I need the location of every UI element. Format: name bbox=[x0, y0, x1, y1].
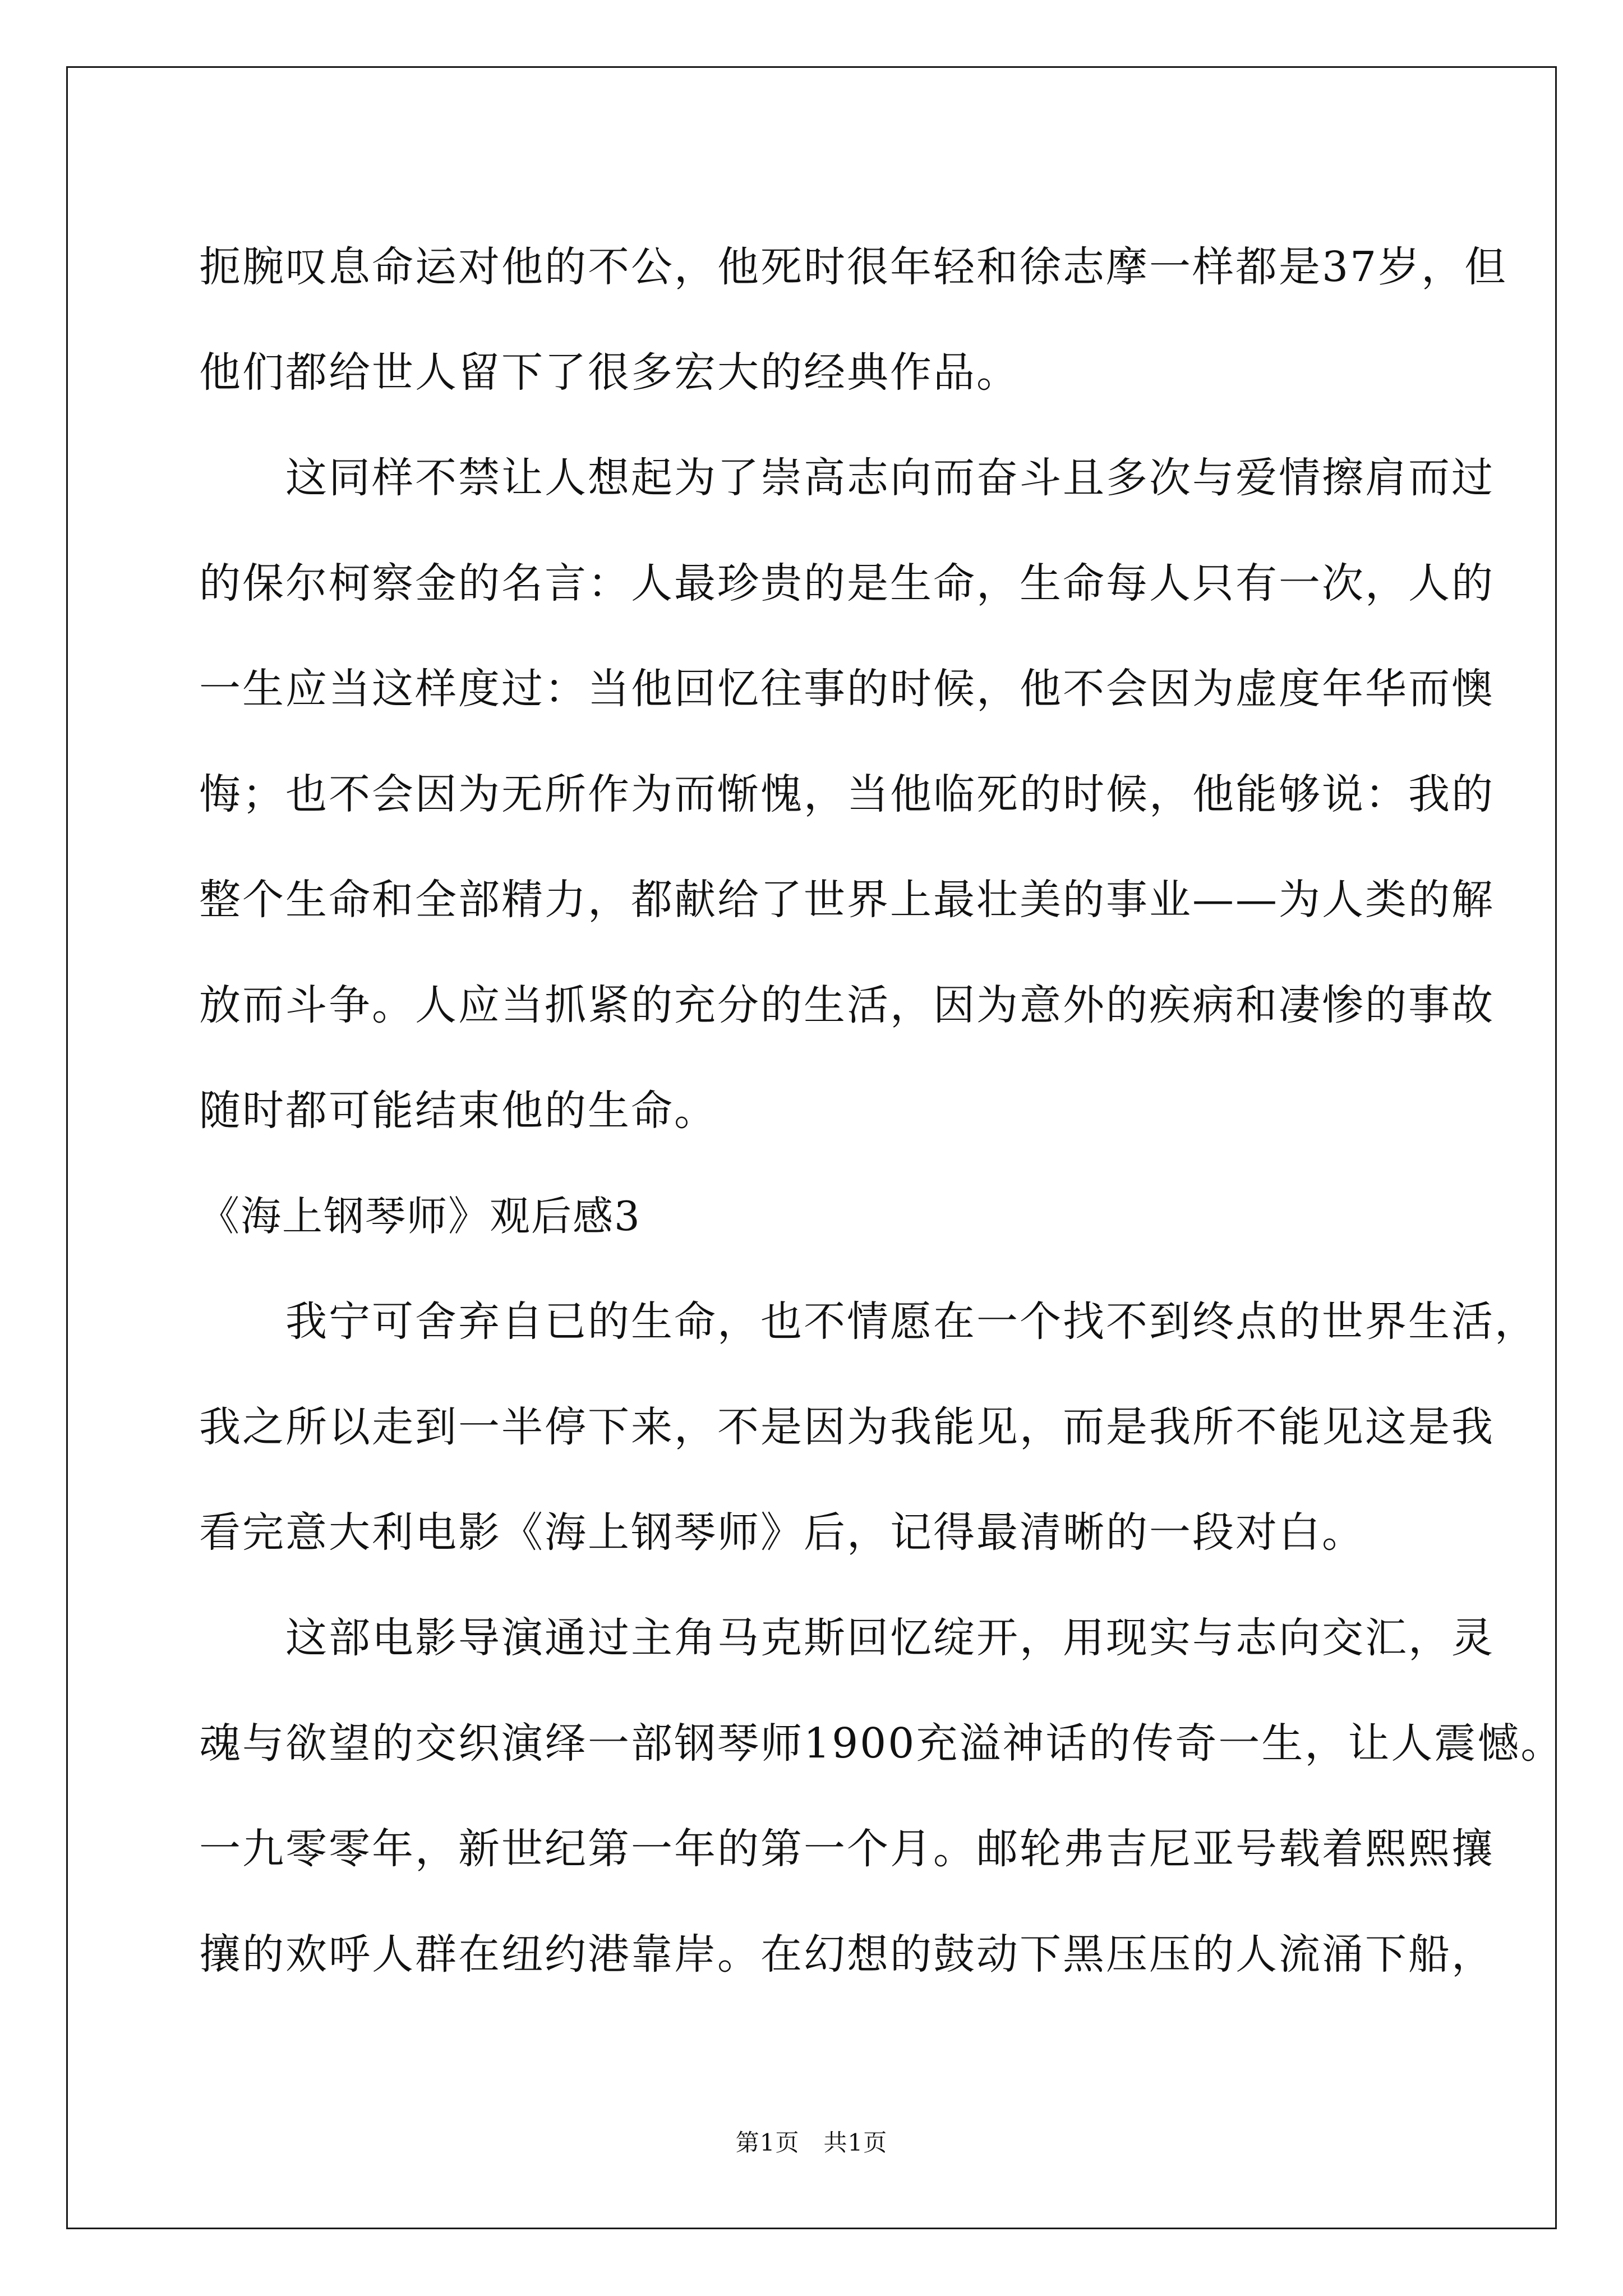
text-line: 的保尔柯察金的名言：人最珍贵的是生命，生命每人只有一次，人的 bbox=[199, 559, 1495, 608]
section-heading: 《海上钢琴师》观后感3 bbox=[199, 1193, 641, 1240]
paragraph-4 bbox=[199, 1585, 1564, 2007]
paragraph-3 bbox=[199, 1269, 1538, 1585]
text-line: 放而斗争。人应当抓紧的充分的生活，因为意外的疾病和凄惨的事故 bbox=[199, 981, 1495, 1029]
text-line: 我之所以走到一半停下来，不是因为我能见，而是我所不能见这是我 bbox=[199, 1403, 1495, 1451]
text-line: 整个生命和全部精力，都献给了世界上最壮美的事业——为人类的解 bbox=[199, 876, 1495, 924]
text-line: 攘的欢呼人群在纽约港靠岸。在幻想的鼓动下黑压压的人流涌下船， bbox=[199, 1930, 1495, 1978]
document-body bbox=[199, 214, 1564, 2007]
text-line: 随时都可能结束他的生命。 bbox=[199, 1087, 717, 1135]
paragraph-1 bbox=[199, 214, 1508, 425]
text-line: 他们都给世人留下了很多宏大的经典作品。 bbox=[199, 348, 1020, 397]
text-line: 悔；也不会因为无所作为而惭愧，当他临死的时候，他能够说：我的 bbox=[199, 770, 1495, 818]
paragraph-2 bbox=[199, 425, 1495, 1163]
text-line: 看完意大利电影《海上钢琴师》后，记得最清晰的一段对白。 bbox=[199, 1508, 1365, 1557]
text-line: 这部电影导演通过主角马克斯回忆绽开，用现实与志向交汇，灵 bbox=[199, 1614, 1495, 1662]
text-line: 一九零零年，新世纪第一年的第一个月。邮轮弗吉尼亚号载着熙熙攘 bbox=[199, 1825, 1495, 1873]
text-line: 这同样不禁让人想起为了崇高志向而奋斗且多次与爱情擦肩而过 bbox=[199, 454, 1495, 502]
text-line: 一生应当这样度过：当他回忆往事的时候，他不会因为虚度年华而懊 bbox=[199, 665, 1495, 713]
text-line: 扼腕叹息命运对他的不公，他死时很年轻和徐志摩一样都是37岁，但 bbox=[199, 243, 1508, 291]
page-footer: 第1页 共1页 bbox=[735, 2129, 888, 2156]
text-line: 我宁可舍弃自已的生命，也不情愿在一个找不到终点的世界生活， bbox=[199, 1297, 1538, 1346]
text-line: 魂与欲望的交织演绎一部钢琴师1900充溢神话的传奇一生，让人震憾。 bbox=[199, 1719, 1564, 1768]
